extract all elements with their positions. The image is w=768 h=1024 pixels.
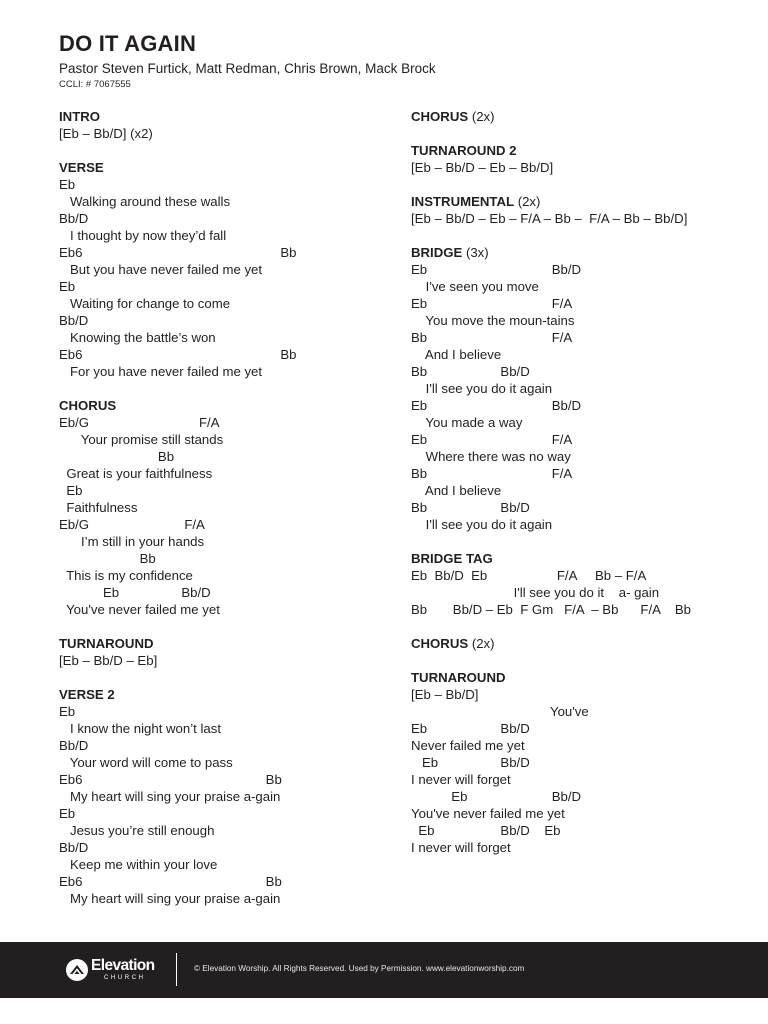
chord-lyric-line: Eb Bb/D (411, 721, 530, 736)
section-repeat-note: (2x) (514, 194, 541, 209)
chord-lyric-line: Eb Bb/D Eb (411, 823, 561, 838)
section-heading (411, 193, 751, 210)
chord-lyric-line: You've never failed me yet (59, 602, 220, 617)
chord-lyric-line: Eb (59, 177, 76, 192)
section-heading (411, 550, 751, 567)
chord-lyric-line: Eb (59, 806, 76, 821)
chord-lyric-line: Bb (59, 449, 175, 464)
song-title: DO IT AGAIN (59, 31, 197, 56)
chord-lyric-line: Jesus you’re still enough (59, 823, 215, 838)
chord-lyric-line: Bb Bb/D – Eb F Gm F/A – Bb F/A Bb (411, 602, 691, 617)
chord-lyric-line: I thought by now they’d fall (59, 228, 227, 243)
section-heading (59, 397, 389, 414)
chord-lyric-line: Where there was no way (411, 449, 571, 464)
chord-lyric-line: Bb F/A (411, 466, 573, 481)
chord-lyric-line: Eb F/A (411, 432, 573, 447)
section-name: VERSE 2 (59, 687, 115, 702)
chord-lyric-line: Eb (59, 279, 76, 294)
song-section (59, 397, 389, 618)
chord-lyric-line: Keep me within your love (59, 857, 218, 872)
chord-lyric-line: Knowing the battle’s won (59, 330, 216, 345)
chord-lyric-line: Eb/G F/A (59, 517, 205, 532)
logo-name: Elevation (91, 957, 155, 974)
song-section (411, 142, 751, 176)
section-name: CHORUS (411, 109, 469, 124)
section-heading (411, 635, 751, 652)
chord-lyric-line: Bb Bb/D (411, 364, 530, 379)
chord-lyric-line: I'll see you do it a- gain (411, 585, 660, 600)
section-repeat-note: (3x) (462, 245, 489, 260)
section-name: TURNAROUND (411, 670, 506, 685)
chord-lyric-line: You made a way (411, 415, 523, 430)
section-name: CHORUS (59, 398, 117, 413)
song-section (59, 159, 389, 380)
chord-lyric-line: Bb Bb/D (411, 500, 530, 515)
song-section (59, 635, 389, 669)
chord-lyric-line: Waiting for change to come (59, 296, 231, 311)
footer (0, 942, 768, 998)
section-heading (411, 108, 751, 125)
chord-lyric-line: Never failed me yet (411, 738, 525, 753)
song-section (411, 635, 751, 652)
chord-lyric-line: Eb6 Bb (59, 245, 297, 260)
song-section (59, 686, 389, 907)
section-heading (59, 686, 389, 703)
chord-lyric-line: Great is your faithfulness (59, 466, 213, 481)
chord-lyric-line: Eb (59, 483, 83, 498)
chord-lyric-line: Bb/D (59, 211, 89, 226)
chord-lyric-line: Eb (59, 704, 76, 719)
chord-lyric-line: [Eb – Bb/D – Eb – F/A – Bb – F/A – Bb – Bb/D] (411, 211, 688, 226)
section-name: VERSE (59, 160, 104, 175)
section-heading (59, 635, 389, 652)
left-column (59, 108, 389, 907)
chord-lyric-line: For you have never failed me yet (59, 364, 263, 379)
chord-lyric-line: Bb/D (59, 840, 89, 855)
chord-lyric-line: Eb Bb/D Eb F/A Bb – F/A (411, 568, 647, 583)
section-repeat-note: (2x) (468, 636, 495, 651)
chord-lyric-line: Eb6 Bb (59, 874, 282, 889)
section-name: CHORUS (411, 636, 469, 651)
song-section (411, 669, 751, 856)
chord-lyric-line: Eb F/A (411, 296, 573, 311)
section-name: INSTRUMENTAL (411, 194, 515, 209)
chord-lyric-line: I know the night won’t last (59, 721, 221, 736)
footer-divider (176, 953, 177, 986)
chord-lyric-line: [Eb – Bb/D] (x2) (59, 126, 153, 141)
chord-lyric-line: I'll see you do it again (411, 381, 553, 396)
chord-lyric-line: I've seen you move (411, 279, 539, 294)
chord-lyric-line: I'll see you do it again (411, 517, 553, 532)
song-section (59, 108, 389, 142)
chord-lyric-line: Eb/G F/A (59, 415, 220, 430)
chord-lyric-line: My heart will sing your praise a-gain (59, 789, 281, 804)
chord-lyric-line: I never will forget (411, 772, 511, 787)
section-name: BRIDGE (411, 245, 463, 260)
elevation-mountain-icon (66, 959, 88, 981)
chord-lyric-line: I never will forget (411, 840, 511, 855)
chord-lyric-line: Faithfulness (59, 500, 138, 515)
chord-lyric-line: Bb/D (59, 313, 89, 328)
chord-lyric-line: Eb Bb/D (411, 398, 582, 413)
song-section (411, 244, 751, 533)
section-heading (411, 244, 751, 261)
chord-lyric-line: My heart will sing your praise a-gain (59, 891, 281, 906)
right-column (411, 108, 751, 856)
chord-lyric-line: And I believe (411, 347, 502, 362)
chord-lyric-line: [Eb – Bb/D – Eb] (59, 653, 158, 668)
section-heading (59, 159, 389, 176)
section-name: TURNAROUND 2 (411, 143, 517, 158)
copyright-notice: © Elevation Worship. All Rights Reserved. Used by Permission. www.elevationworship.com (194, 964, 525, 973)
song-section (411, 550, 751, 618)
logo-subtitle: CHURCH (104, 975, 146, 981)
section-repeat-note: (2x) (468, 109, 495, 124)
section-name: BRIDGE TAG (411, 551, 493, 566)
section-heading (411, 669, 751, 686)
chord-lyric-line: I’m still in your hands (59, 534, 205, 549)
chord-lyric-line: Your word will come to pass (59, 755, 233, 770)
chord-lyric-line: Eb6 Bb (59, 347, 297, 362)
elevation-logo[interactable] (66, 957, 158, 983)
chord-lyric-line: Bb (59, 551, 156, 566)
chord-lyric-line: You move the moun-tains (411, 313, 575, 328)
chord-lyric-line: Walking around these walls (59, 194, 231, 209)
chord-lyric-line: Eb Bb/D (411, 262, 582, 277)
song-section (411, 108, 751, 125)
song-section (411, 193, 751, 227)
chord-lyric-line: You've (411, 704, 589, 719)
chord-lyric-line: But you have never failed me yet (59, 262, 263, 277)
chord-lyric-line: Eb6 Bb (59, 772, 282, 787)
song-authors: Pastor Steven Furtick, Matt Redman, Chris Brown, Mack Brock (59, 61, 436, 76)
chord-lyric-line: Bb/D (59, 738, 89, 753)
section-name: TURNAROUND (59, 636, 154, 651)
chord-lyric-line: Eb Bb/D (411, 789, 582, 804)
chord-lyric-line: [Eb – Bb/D] (411, 687, 479, 702)
chord-lyric-line: [Eb – Bb/D – Eb – Bb/D] (411, 160, 554, 175)
chord-lyric-line: Eb Bb/D (59, 585, 211, 600)
chord-lyric-line: This is my confidence (59, 568, 193, 583)
chord-lyric-line: Your promise still stands (59, 432, 224, 447)
chord-lyric-line: You've never failed me yet (411, 806, 565, 821)
section-heading (411, 142, 751, 159)
section-heading (59, 108, 389, 125)
section-name: INTRO (59, 109, 101, 124)
chord-lyric-line: And I believe (411, 483, 502, 498)
chord-lyric-line: Eb Bb/D (411, 755, 530, 770)
ccli-number: CCLI: # 7067555 (59, 79, 131, 90)
chord-lyric-line: Bb F/A (411, 330, 573, 345)
